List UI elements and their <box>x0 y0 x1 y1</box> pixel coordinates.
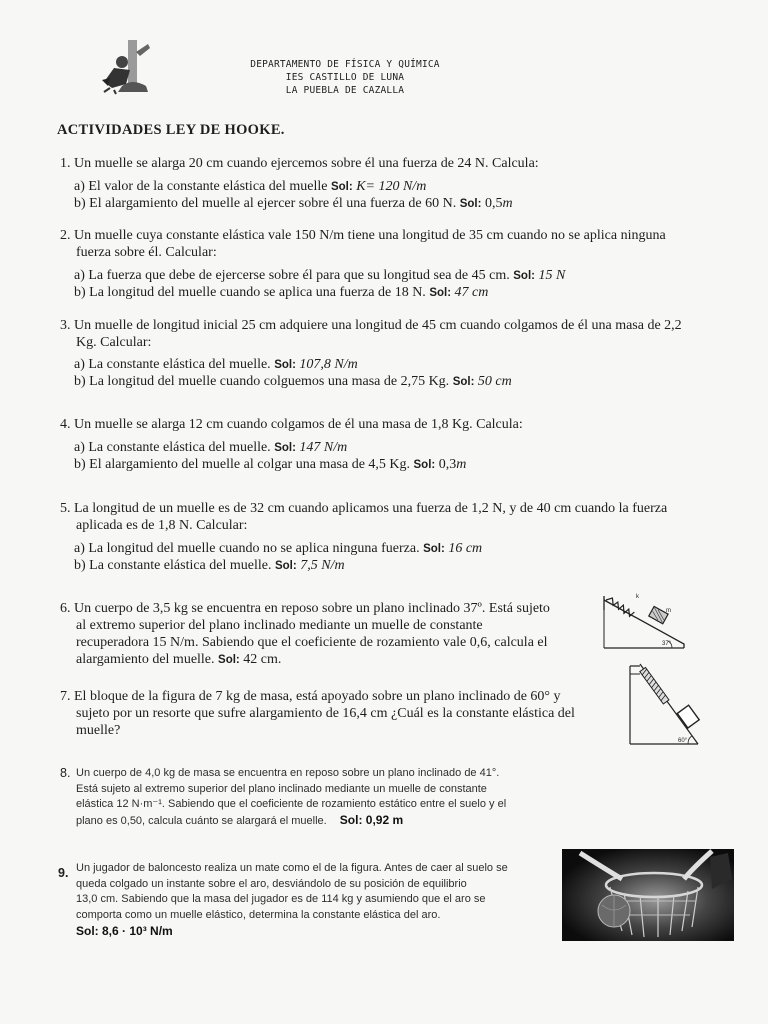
question-5a <box>74 540 482 559</box>
solution-value: 50 cm <box>477 374 512 389</box>
question-5 <box>60 500 667 518</box>
question-text: La longitud de un muelle es de 32 cm cuando aplicamos una fuerza de 1,2 N, y de 40 cm cuando la fuerza <box>74 501 668 516</box>
vertical-incline-spring-figure <box>626 660 706 748</box>
solution-value: 47 cm <box>454 285 489 300</box>
question-3a <box>74 356 358 375</box>
question-text-line: Un cuerpo de 4,0 kg de masa se encuentra en reposo sobre un plano inclinado de 41°. <box>76 767 500 779</box>
question-text-line: Un jugador de baloncesto realiza un mate como el de la figura. Antes de caer al suelo se <box>76 862 508 874</box>
question-number: 2. <box>60 228 71 243</box>
question-number: 4. <box>60 417 71 432</box>
question-text-line <box>76 813 506 830</box>
question-1a <box>74 178 426 197</box>
solution-label: Sol: <box>218 654 240 666</box>
solution-value: 7,5 N/m <box>300 558 345 573</box>
solution-value: 107,8 N/m <box>299 357 358 372</box>
question-number: 5. <box>60 501 71 516</box>
solution-label: Sol: <box>274 560 297 572</box>
question-2-cont: fuerza sobre él. Calcular: <box>76 245 217 260</box>
question-text: Un muelle cuya constante elástica vale 150 N/m tiene una longitud de 35 cm cuando no se aplica ninguna <box>74 228 666 243</box>
solution-label: Sol: <box>413 459 436 471</box>
question-number: 6. <box>60 601 71 616</box>
basketball-dunk-photo <box>562 849 734 941</box>
question-8 <box>76 766 506 829</box>
question-number: 1. <box>60 156 71 171</box>
mass-label: m <box>666 608 671 614</box>
question-2 <box>60 227 666 245</box>
solution-label: Sol: <box>452 376 475 388</box>
solution-value: Sol: 8,6 · 10³ N/m <box>76 924 173 938</box>
question-1 <box>60 155 539 173</box>
angle-label: 37° <box>662 641 672 647</box>
question-text: Un muelle de longitud inicial 25 cm adquiere una longitud de 45 cm cuando colgamos de él una masa de 2,2 <box>74 318 682 333</box>
school-header <box>200 58 490 97</box>
solution-value: Sol: 0,92 m <box>339 812 404 827</box>
department-name: DEPARTAMENTO DE FÍSICA Y QUÍMICA <box>250 59 440 70</box>
question-2a <box>74 267 565 286</box>
school-name: IES CASTILLO DE LUNA <box>285 72 405 83</box>
solution-value: K= 120 N/m <box>356 179 427 194</box>
subquestion-text: b) El alargamiento del muelle al ejercer sobre él una fuerza de 60 N. <box>74 196 457 211</box>
subquestion-text: b) La longitud del muelle cuando colguemos una masa de 2,75 Kg. <box>74 374 450 389</box>
solution-value: 16 cm <box>448 541 483 556</box>
question-1b <box>74 195 513 214</box>
question-4b <box>74 456 466 475</box>
question-text-line: queda colgado un instante sobre el aro, desviándolo de su posición de equilibrio <box>76 877 467 890</box>
question-number: 7. <box>60 689 71 704</box>
question-number: 9. <box>58 866 69 880</box>
solution-value: 0,5 <box>484 196 503 211</box>
question-6 <box>60 600 550 618</box>
solution-value: 15 N <box>538 268 566 283</box>
solution-unit: m <box>456 457 467 472</box>
subquestion-text: b) La longitud del muelle cuando se aplica una fuerza de 18 N. <box>74 285 426 300</box>
question-4a <box>74 439 347 458</box>
spring-constant-label: k <box>636 594 639 600</box>
question-6-line4 <box>76 651 281 670</box>
question-3-cont: Kg. Calcular: <box>76 335 152 350</box>
question-text: plano es 0,50, calcula cuánto se alargará el muelle. <box>76 814 327 827</box>
question-3 <box>60 317 682 335</box>
question-7-line3: muelle? <box>76 723 121 738</box>
solution-value: 147 N/m <box>299 440 348 455</box>
angle-label: 60° <box>678 738 688 744</box>
question-number: 3. <box>60 318 71 333</box>
solution-label: Sol: <box>330 181 353 193</box>
question-text: Un cuerpo de 3,5 kg se encuentra en reposo sobre un plano inclinado 37º. Está sujeto <box>74 601 550 616</box>
question-7 <box>60 688 561 706</box>
subquestion-text: a) El valor de la constante elástica del muelle <box>74 179 328 194</box>
question-7-line2: sujeto por un resorte que sufre alargamiento de 16,4 cm ¿Cuál es la constante elástica del <box>76 706 575 721</box>
page-title: ACTIVIDADES LEY DE HOOKE. <box>57 122 285 138</box>
solution-value: 0,3 <box>438 457 457 472</box>
subquestion-text: b) El alargamiento del muelle al colgar una masa de 4,5 Kg. <box>74 457 411 472</box>
subquestion-text: a) La constante elástica del muelle. <box>74 357 271 372</box>
solution-value: 42 cm. <box>243 652 282 667</box>
question-2b <box>74 284 488 303</box>
inclined-plane-spring-figure <box>598 588 690 654</box>
question-text-line: elástica 12 N·m⁻¹. Sabiendo que el coeficiente de rozamiento estático entre el suelo y el <box>76 798 507 810</box>
question-text-line: comporta como un muelle elástico, determina la constante elástica del aro. <box>76 908 441 921</box>
school-logo-icon <box>100 38 160 96</box>
question-text: alargamiento del muelle. <box>76 652 215 667</box>
solution-unit: m <box>502 196 513 211</box>
solution-label: Sol: <box>429 287 452 299</box>
question-6-line3: recuperadora 15 N/m. Sabiendo que el coeficiente de rozamiento vale 0,6, calcula el <box>76 635 548 650</box>
question-6-line2: al extremo superior del plano inclinado mediante un muelle de constante <box>76 618 483 633</box>
question-text-line: 13,0 cm. Sabiendo que la masa del jugador es de 114 kg y asumiendo que el aro se <box>76 893 486 905</box>
question-number: 8. <box>60 766 71 780</box>
solution-label: Sol: <box>274 359 296 371</box>
question-9 <box>76 861 508 940</box>
question-3b <box>74 373 512 392</box>
solution-label: Sol: <box>513 270 535 282</box>
subquestion-text: a) La constante elástica del muelle. <box>74 440 271 455</box>
solution-label: Sol: <box>423 543 445 555</box>
school-location: LA PUEBLA DE CAZALLA <box>285 85 405 96</box>
subquestion-text: a) La fuerza que debe de ejercerse sobre él para que su longitud sea de 45 cm. <box>74 268 510 283</box>
question-text-line: Está sujeto al extremo superior del plano inclinado mediante un muelle de constante <box>76 782 487 795</box>
subquestion-text: a) La longitud del muelle cuando no se aplica ninguna fuerza. <box>74 541 420 556</box>
question-text: El bloque de la figura de 7 kg de masa, está apoyado sobre un plano inclinado de 60° y <box>74 689 561 704</box>
question-text: Un muelle se alarga 12 cm cuando colgamos de él una masa de 1,8 Kg. Calcula: <box>74 417 523 432</box>
solution-label: Sol: <box>274 442 296 454</box>
solution-label: Sol: <box>459 198 482 210</box>
question-5b <box>74 557 345 576</box>
subquestion-text: b) La constante elástica del muelle. <box>74 558 272 573</box>
question-4 <box>60 416 523 434</box>
question-text: Un muelle se alarga 20 cm cuando ejercemos sobre él una fuerza de 24 N. Calcula: <box>74 156 539 171</box>
question-5-cont: aplicada es de 1,8 N. Calcular: <box>76 518 248 533</box>
